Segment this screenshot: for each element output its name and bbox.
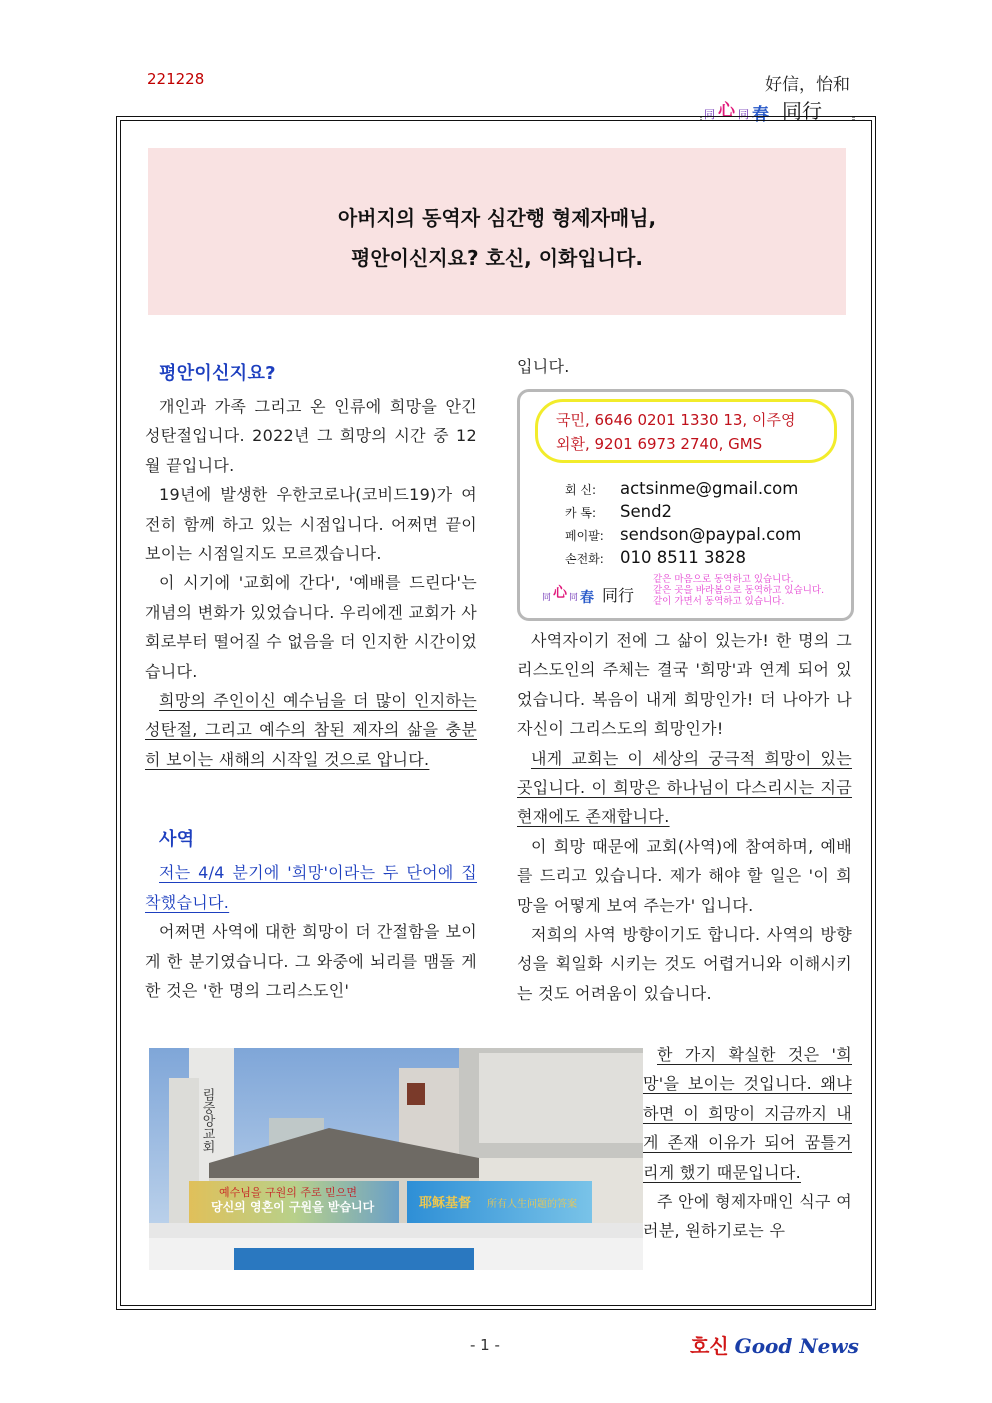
paragraph-underlined: 희망의 주인이신 예수님을 더 많이 인지하는 성탄절, 그리고 예수의 참된 제자의 삶을 충분히 보이는 새해의 시작일 것으로 압니다. — [145, 691, 477, 769]
paragraph: 주 안에 형제자매인 식구 여러분, 원하기로는 우 — [643, 1192, 852, 1241]
slogan-line: 같은 곳을 바라봄으로 동역하고 있습니다. — [653, 585, 825, 596]
svg-text:同: 同 — [704, 108, 715, 121]
church-photo — [149, 1048, 643, 1270]
contact-paypal: 페이팔: sendson@paypal.com — [565, 525, 802, 544]
greeting-box — [148, 148, 846, 315]
paragraph: 저희의 사역 방향이기도 합니다. 사역의 방향성을 획일화 시키는 것도 어렵거니와 이해시키는 것도 어려움이 있습니다. — [517, 925, 852, 1003]
svg-text:同行: 同行 — [782, 99, 822, 123]
contact-card — [517, 389, 854, 621]
svg-text:同: 同 — [542, 593, 552, 603]
svg-text:春: 春 — [580, 590, 594, 606]
slogan-line: 같이 가면서 동역하고 있습니다. — [653, 596, 785, 607]
greeting-line-1: 아버지의 동역자 심간행 형제자매님, — [337, 206, 657, 230]
paragraph-continued: 입니다. — [517, 357, 570, 376]
authors: 好信，怡和 — [765, 75, 850, 95]
svg-text:心: 心 — [718, 101, 735, 121]
tonghaeng-logo-card — [542, 580, 642, 606]
contact-phone: 손전화: 010 8511 3828 — [565, 548, 746, 567]
paragraph: 이 시기에 '교회에 간다', '예배를 드린다'는 개념의 변화가 있었습니다. 우리에겐 교회가 사회로부터 떨어질 수 없음을 더 인지한 시간이었습니다. — [145, 573, 477, 681]
page-number: - 1 - — [470, 1336, 500, 1354]
paragraph-underlined: 내게 교회는 이 세상의 궁극적 희망이 있는 곳입니다. 이 희망은 하나님이 다스리시는 지금 현재에도 존재합니다. — [517, 748, 852, 827]
section-title-peace: 평안이신지요? — [159, 363, 276, 384]
svg-text:同行: 同行 — [602, 586, 635, 605]
paragraph: 19년에 발생한 우한코로나(코비드19)가 여전히 함께 하고 있는 시점입니다. 어쩌면 끝이 보이는 시점일지도 모르겠습니다. — [145, 485, 477, 564]
contact-list — [565, 478, 801, 570]
svg-text:同: 同 — [569, 593, 579, 603]
svg-text:心: 心 — [553, 585, 567, 601]
slogan-line: 같은 마음으로 동역하고 있습니다. — [653, 574, 794, 585]
banner-text-left-1: 예수님을 구원의 주로 믿으면 — [219, 1186, 358, 1199]
banner-text-right-1: 耶稣基督 — [419, 1196, 472, 1211]
slogan — [653, 574, 824, 607]
kakao-id: Send2 — [620, 502, 673, 521]
bank-account-1: 국민, 6646 0201 1330 13, 이주영 — [556, 411, 796, 429]
email-link[interactable]: actsinme@gmail.com — [620, 479, 799, 498]
paragraph-underlined-blue: 저는 4/4 분기에 '희망'이라는 두 단어에 집착했습니다. — [145, 863, 477, 912]
wrap-text — [643, 1040, 852, 1246]
footer-logo-ko: 호신 — [690, 1334, 729, 1358]
greeting-line-2: 평안이신지요? 호신, 이화입니다. — [351, 246, 643, 270]
paragraph: 어쩌면 사역에 대한 희망이 더 간절함을 보이게 한 분기였습니다. 그 와중에 뇌리를 맴돌 게 한 것은 '한 명의 그리스도인' — [145, 922, 477, 1000]
hosin-good-news-logo — [690, 1330, 859, 1359]
footer-logo-en: Good News — [734, 1334, 859, 1358]
paragraph: 개인과 가족 그리고 온 인류에 희망을 안긴 성탄절입니다. 2022년 그 희망의 시간 중 12월 끝입니다. — [145, 397, 477, 475]
left-column — [145, 360, 477, 1005]
bank-account-2: 외환, 9201 6973 2740, GMS — [556, 435, 763, 453]
building-sign: 림중앙교회 — [199, 1088, 215, 1153]
section-title-ministry: 사역 — [159, 829, 195, 851]
svg-text:春: 春 — [752, 105, 769, 125]
banner-text-right-2: 所有人生问题的答案 — [487, 1199, 577, 1210]
svg-text:同: 同 — [738, 108, 749, 121]
contact-kakao: 카 톡: Send2 — [565, 502, 673, 521]
right-column — [517, 626, 852, 1008]
date: 221228 — [147, 70, 205, 88]
right-column-top — [517, 352, 852, 381]
banner-text-left-2: 당신의 영혼이 구원을 받습니다 — [211, 1200, 375, 1214]
bank-accounts — [535, 399, 837, 463]
phone-number: 010 8511 3828 — [620, 548, 746, 567]
contact-email: 회 신: actsinme@gmail.com — [565, 479, 799, 498]
paragraph: 이 희망 때문에 교회(사역)에 참여하며, 예배를 드리고 있습니다. 제가 해야 할 일은 '이 희망을 어떻게 보여 주는가' 입니다. — [517, 836, 852, 915]
paragraph: 사역자이기 전에 그 삶이 있는가! 한 명의 그리스도인의 주체는 결국 '희망'과 연계 되어 있었습니다. 복음이 내게 희망인가! 더 나아가 나 자신이 그리스도의 희망인가! — [517, 631, 852, 739]
paypal-link[interactable]: sendson@paypal.com — [620, 525, 802, 544]
paragraph-underlined: 한 가지 확실한 것은 '희망'을 보이는 것입니다. 왜냐하면 이 희망이 지금까지 내게 존재 이유가 되어 꿈틀거리게 했기 때문입니다. — [643, 1045, 852, 1182]
